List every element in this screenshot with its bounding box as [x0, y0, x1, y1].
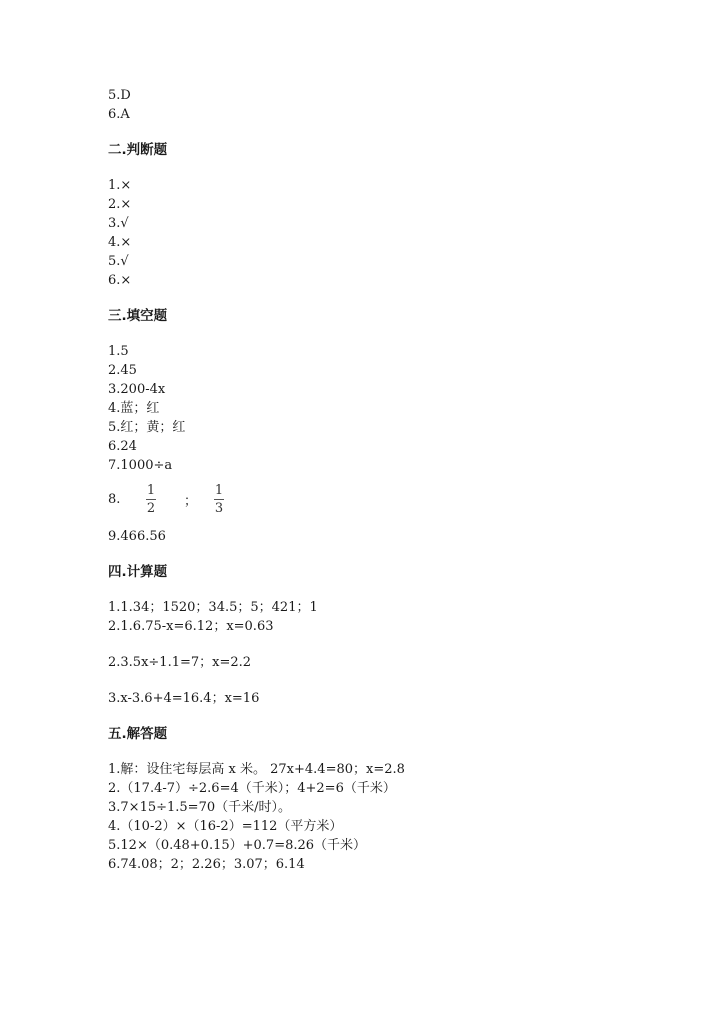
section-heading-calculation: 四.计算题	[108, 564, 168, 580]
section-heading-word-problems: 五.解答题	[108, 726, 168, 742]
answer-line: 5.D	[108, 88, 131, 103]
fraction-bar	[214, 499, 224, 500]
fraction-one-half	[146, 483, 156, 516]
fraction-bar	[146, 499, 156, 500]
answer-line: 3.√	[108, 216, 129, 231]
answer-line: 6.A	[108, 107, 130, 122]
answer-line: 2.45	[108, 363, 137, 378]
answer-line: 4.（10-2）×（16-2）=112（平方米）	[108, 819, 343, 834]
answer-line: 4.×	[108, 235, 132, 250]
answer-line: 1.5	[108, 344, 129, 359]
fraction-separator: ；	[184, 493, 198, 509]
answer-line: 5.√	[108, 254, 129, 269]
answer-line: 3.200-4x	[108, 382, 166, 397]
fraction-denominator: 2	[146, 500, 156, 516]
section-heading-judgment: 二.判断题	[108, 142, 168, 158]
fraction-denominator: 3	[214, 500, 224, 516]
answer-sheet	[108, 86, 628, 874]
fraction-numerator: 1	[146, 482, 156, 498]
fraction-one-third	[214, 483, 224, 516]
answer-line: 6.74.08；2；2.26；3.07；6.14	[108, 857, 305, 872]
answer-line: 5.12×（0.48+0.15）+0.7=8.26（千米）	[108, 838, 367, 853]
answer-line: 1.×	[108, 178, 132, 193]
answer-number: 8.	[108, 491, 121, 507]
answer-line: 3.x-3.6+4=16.4；x=16	[108, 691, 260, 706]
answer-line: 1.1.34；1520；34.5；5；421；1	[108, 600, 318, 615]
answer-line: 1.解：设住宅每层高 x 米。 27x+4.4=80；x=2.8	[108, 762, 405, 777]
answer-line: 6.×	[108, 273, 132, 288]
answer-line: 2.（17.4-7）÷2.6=4（千米）；4+2=6（千米）	[108, 781, 396, 796]
answer-line: 2.3.5x÷1.1=7；x=2.2	[108, 655, 252, 670]
answer-line-fractions	[108, 481, 628, 517]
answer-line: 6.24	[108, 439, 137, 454]
answer-line: 3.7×15÷1.5=70（千米/时）。	[108, 800, 291, 815]
answer-line: 2.×	[108, 197, 132, 212]
answer-line: 7.1000÷a	[108, 458, 173, 473]
answer-line: 4.蓝；红	[108, 401, 160, 416]
answer-line: 5.红；黄；红	[108, 420, 186, 435]
answer-line: 2.1.6.75-x=6.12；x=0.63	[108, 619, 274, 634]
answer-line: 9.466.56	[108, 529, 166, 544]
fraction-numerator: 1	[214, 482, 224, 498]
section-heading-fill-blank: 三.填空题	[108, 308, 168, 324]
